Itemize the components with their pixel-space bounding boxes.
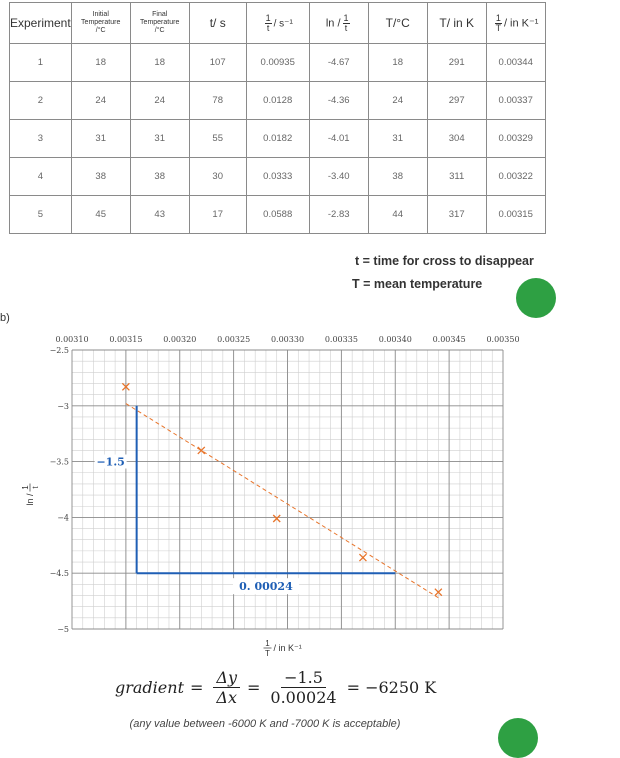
- table-cell: 5: [10, 196, 72, 234]
- table-cell: 2: [10, 82, 72, 120]
- x-tick-labels: [55, 335, 519, 344]
- table-row: [10, 82, 546, 120]
- table-cell: 55: [189, 120, 246, 158]
- table-cell: 0.0588: [246, 196, 309, 234]
- header-inverse-temperature: $\frac{1}{T}$ / in K⁻¹: [486, 3, 545, 44]
- table-cell: 0.0182: [246, 120, 309, 158]
- table-cell: -4.67: [309, 44, 368, 82]
- x-tick-label: 0.00310: [55, 335, 89, 344]
- x-tick-label: 0.00330: [270, 335, 305, 344]
- data-points: [122, 383, 441, 595]
- table-cell: 18: [368, 44, 427, 82]
- table-cell: 24: [71, 82, 130, 120]
- y-axis-label: [21, 484, 40, 506]
- table-cell: 311: [427, 158, 486, 196]
- x-tick-label: 0.00335: [324, 335, 358, 344]
- table-row: [10, 196, 546, 234]
- table-cell: 304: [427, 120, 486, 158]
- acceptable-range-note: (any value between -6000 K and -7000 K is acceptable): [129, 718, 401, 730]
- y-axis-label-numerator: 1: [21, 485, 30, 490]
- decorative-green-circle: [516, 278, 556, 318]
- table-cell: 317: [427, 196, 486, 234]
- dx-label: 0. 00024: [239, 580, 293, 594]
- equals-sign-2: =: [247, 678, 261, 697]
- table-cell: 38: [71, 158, 130, 196]
- best-fit-line-group: [126, 404, 438, 598]
- table-cell: 0.0333: [246, 158, 309, 196]
- value-fraction: $\frac{-1.5}{0.00024}$: [270, 668, 337, 707]
- table-cell: 107: [189, 44, 246, 82]
- dy-label: −1.5: [96, 455, 125, 469]
- question-number: b): [0, 312, 10, 324]
- header-temp-celsius: T/°C: [368, 3, 427, 44]
- header-final-temperature: Final Temperature /°C: [130, 3, 189, 44]
- table-cell: 4: [10, 158, 72, 196]
- gradient-word: gradient: [115, 678, 184, 697]
- table-cell: 291: [427, 44, 486, 82]
- y-tick-label: −4: [57, 513, 69, 523]
- y-tick-label: −2.5: [49, 346, 69, 355]
- table-row: [10, 44, 546, 82]
- x-tick-label: 0.00340: [378, 335, 412, 344]
- table-cell: 0.00315: [486, 196, 545, 234]
- y-tick-label: −3.5: [49, 457, 69, 467]
- table-cell: 0.00337: [486, 82, 545, 120]
- table-cell: 38: [130, 158, 189, 196]
- header-time: t/ s: [189, 3, 246, 44]
- table-cell: 24: [130, 82, 189, 120]
- table-header-row: [10, 3, 546, 44]
- table-cell: 297: [427, 82, 486, 120]
- x-tick-label: 0.00315: [109, 335, 143, 344]
- y-axis-label-prefix: ln /: [25, 493, 35, 506]
- y-tick-label: −4.5: [49, 569, 69, 579]
- y-axis-label-denominator: t: [31, 486, 40, 489]
- table-cell: 18: [71, 44, 130, 82]
- table-cell: 17: [189, 196, 246, 234]
- gradient-result: = −6250 K: [346, 678, 437, 697]
- table-cell: 24: [368, 82, 427, 120]
- table-cell: 44: [368, 196, 427, 234]
- table-body: [10, 44, 546, 234]
- results-table: [9, 2, 546, 234]
- y-tick-label: −3: [57, 401, 69, 411]
- table-cell: 1: [10, 44, 72, 82]
- x-axis-label-numerator: 1: [265, 639, 270, 648]
- table-cell: -4.36: [309, 82, 368, 120]
- y-tick-label: −5: [57, 625, 69, 634]
- header-inverse-time: $\frac{1}{t}$ / s⁻¹: [246, 3, 309, 44]
- table-cell: 3: [10, 120, 72, 158]
- header-temp-kelvin: T/ in K: [427, 3, 486, 44]
- table-cell: -4.01: [309, 120, 368, 158]
- x-tick-label: 0.00325: [217, 335, 251, 344]
- table-cell: 31: [71, 120, 130, 158]
- table-cell: 18: [130, 44, 189, 82]
- table-cell: 45: [71, 196, 130, 234]
- x-axis-label-unit: / in K⁻¹: [273, 643, 302, 653]
- table-cell: 0.00344: [486, 44, 545, 82]
- equals-sign-1: =: [190, 678, 204, 697]
- x-tick-label: 0.00320: [163, 335, 197, 344]
- x-axis-label-denominator: T: [265, 649, 270, 658]
- header-experiment: Experiment: [10, 3, 72, 44]
- table-cell: 0.00935: [246, 44, 309, 82]
- header-ln-inverse-time: ln / $\frac{1}{t}$: [309, 3, 368, 44]
- table-cell: 38: [368, 158, 427, 196]
- table-cell: 31: [130, 120, 189, 158]
- table-row: [10, 120, 546, 158]
- table-cell: -2.83: [309, 196, 368, 234]
- x-tick-label: 0.00345: [432, 335, 466, 344]
- table-row: [10, 158, 546, 196]
- table-cell: 31: [368, 120, 427, 158]
- table-cell: 78: [189, 82, 246, 120]
- x-tick-label: 0.00350: [486, 335, 520, 344]
- note-temperature-definition: T = mean temperature: [352, 277, 483, 291]
- delta-fraction: $\frac{\Delta y}{\Delta x}$: [213, 668, 240, 707]
- table-cell: -3.40: [309, 158, 368, 196]
- table-cell: 0.00329: [486, 120, 545, 158]
- y-tick-labels: [50, 346, 69, 634]
- header-initial-temperature: Initial Temperature /°C: [71, 3, 130, 44]
- note-time-definition: t = time for cross to disappear: [355, 254, 534, 268]
- best-fit-line: [126, 404, 438, 598]
- arrhenius-chart: [0, 330, 620, 665]
- table-cell: 43: [130, 196, 189, 234]
- table-cell: 0.0128: [246, 82, 309, 120]
- gradient-equation: [115, 668, 436, 707]
- table-cell: 30: [189, 158, 246, 196]
- table-cell: 0.00322: [486, 158, 545, 196]
